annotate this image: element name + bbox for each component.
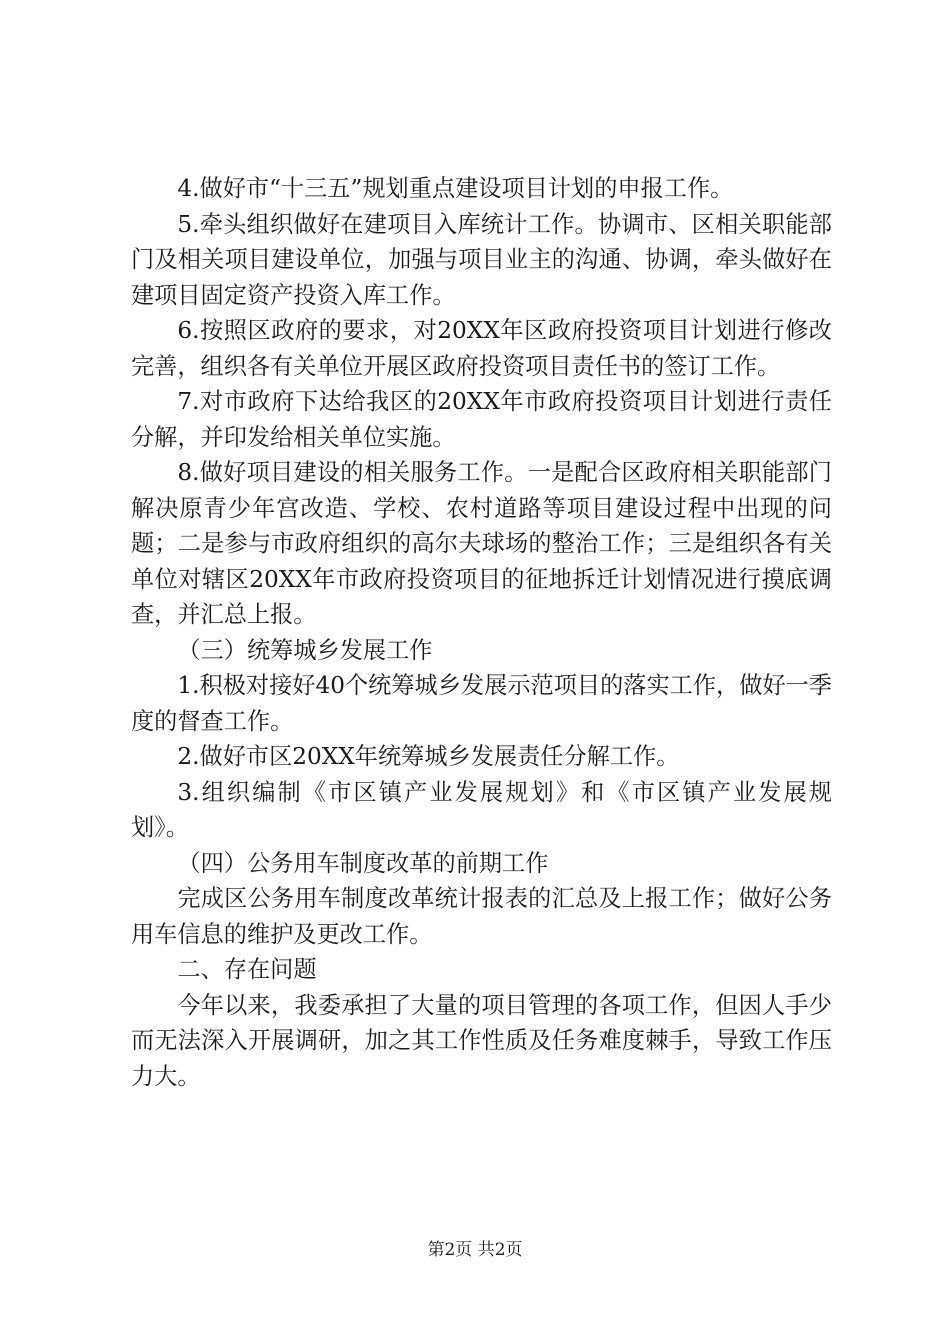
- page-footer: 第2页 共2页: [427, 1240, 523, 1260]
- paragraph-item-2: 2.做好市区20XX年统筹城乡发展责任分解工作。: [177, 743, 680, 770]
- document-body: [131, 171, 832, 1094]
- section-heading-problems: 二、存在问题: [177, 956, 317, 983]
- paragraph-problems: 今年以来，我委承担了大量的项目管理的各项工作，但因人手少而无法深入开展调研，加之其工作性质及任务难度棘手，导致工作压力大。: [131, 991, 832, 1090]
- paragraph-item-1: 1.积极对接好40个统筹城乡发展示范项目的落实工作，做好一季度的督查工作。: [131, 672, 832, 735]
- section-heading-official-vehicle: （四）公务用车制度改革的前期工作: [177, 849, 549, 877]
- paragraph-item-3: 3.组织编制《市区镇产业发展规划》和《市区镇产业发展规划》。: [131, 778, 832, 841]
- section-heading-urban-rural: （三）统筹城乡发展工作: [177, 636, 433, 664]
- paragraph-item-4: 4.做好市“十三五”规划重点建设项目计划的申报工作。: [177, 175, 734, 202]
- paragraph-item-5: 5.牵头组织做好在建项目入库统计工作。协调市、区相关职能部门及相关项目建设单位，加强与项目业主的沟通、协调，牵头做好在建项目固定资产投资入库工作。: [131, 210, 832, 309]
- paragraph-item-7: 7.对市政府下达给我区的20XX年市政府投资项目计划进行责任分解，并印发给相关单位实施。: [131, 388, 832, 451]
- paragraph-item-8: 8.做好项目建设的相关服务工作。一是配合区政府相关职能部门解决原青少年宫改造、学校、农村道路等项目建设过程中出现的问题；二是参与市政府组织的高尔夫球场的整治工作；三是组织各有关单位对辖区20XX年市政府投资项目的征地拆迁计划情况进行摸底调查，并汇总上报。: [131, 459, 832, 628]
- paragraph-item-6: 6.按照区政府的要求，对20XX年区政府投资项目计划进行修改完善，组织各有关单位开展区政府投资项目责任书的签订工作。: [131, 317, 832, 380]
- paragraph-official-vehicle: 完成区公务用车制度改革统计报表的汇总及上报工作；做好公务用车信息的维护及更改工作。: [131, 885, 832, 948]
